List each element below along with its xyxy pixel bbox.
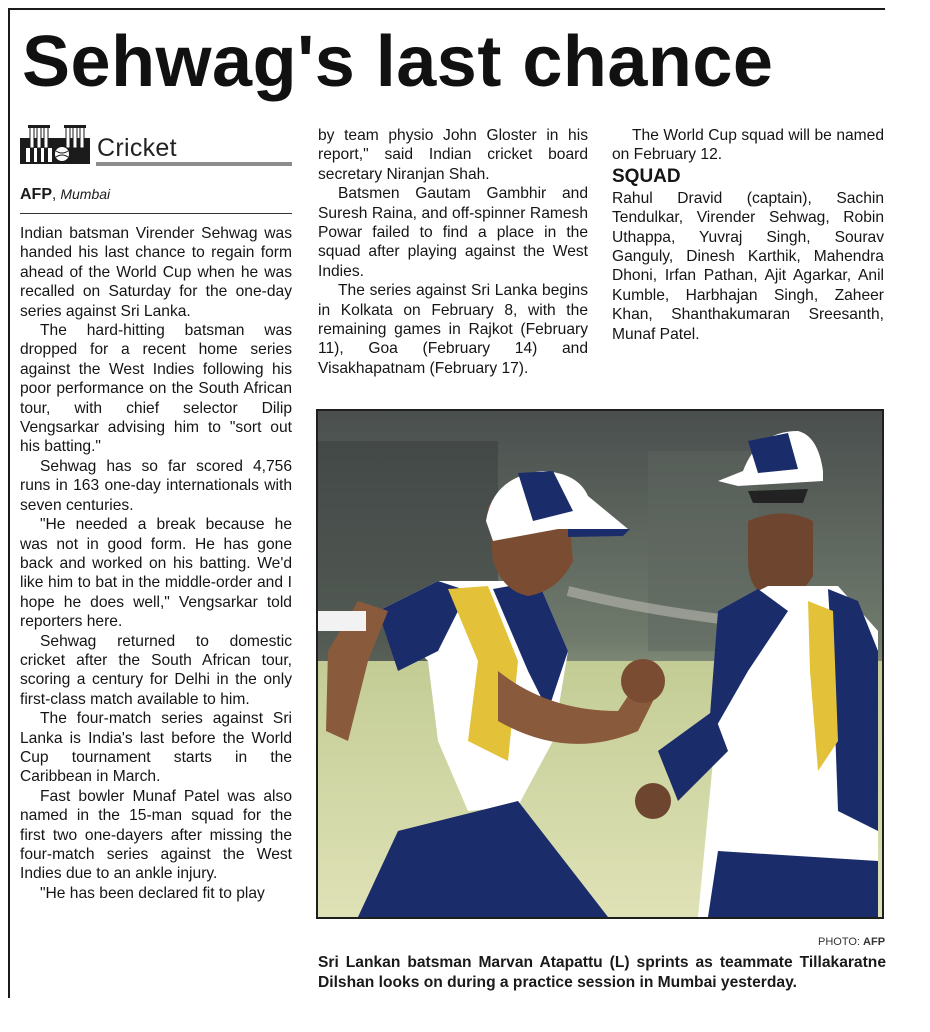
article-paragraph: The series against Sri Lanka begins in Kolkata on February 8, with the remaining games in Rajkot (February 11), Goa (February 14) and Visakhapatnam (February 17). — [318, 282, 588, 377]
headline: Sehwag's last chance — [22, 22, 774, 102]
photo-caption: Sri Lankan batsman Marvan Atapattu (L) sprints as teammate Tillakaratne Dilshan looks on during a practice session in Mumbai yesterday. — [318, 954, 886, 991]
article-paragraph: Sehwag returned to domestic cricket after the South African tour, scoring a century for Delhi in the only first-class match available to him. — [20, 632, 292, 708]
cricket-stumps-ball-icon — [20, 124, 96, 166]
article-column-3 — [612, 126, 884, 344]
squad-heading: SQUAD — [612, 165, 681, 187]
article-paragraph: Batsmen Gautam Gambhir and Suresh Raina, and off-spinner Ramesh Powar failed to find a place in the squad after playing against the West Indies. — [318, 185, 588, 280]
squad-list: Rahul Dravid (captain), Sachin Tendulkar, Virender Sehwag, Robin Uthappa, Yuvraj Singh, Sourav Ganguly, Dinesh Karthik, Mahendra Dhoni, Irfan Pathan, Ajit Agarkar, Anil Kumble, Harbhajan Singh, Zaheer Khan, Shanthakumaran Sreesanth, Munaf Patel. — [612, 189, 884, 343]
news-photo — [316, 409, 884, 919]
photo-credit-source: AFP — [863, 936, 886, 948]
cricket-practice-photo — [318, 411, 882, 917]
squad-intro: The World Cup squad will be named on February 12. — [612, 127, 884, 164]
byline-rule — [20, 213, 292, 214]
top-rule — [8, 8, 885, 10]
byline-agency: AFP — [20, 186, 52, 203]
byline: AFP, Mumbai — [20, 186, 111, 203]
article-column-1 — [20, 224, 292, 903]
photo-credit — [818, 936, 885, 948]
article-column-2 — [318, 126, 588, 378]
article-paragraph: The four-match series against Sri Lanka is India's last before the World Cup tournament starts in the Caribbean in March. — [20, 710, 292, 786]
article-paragraph: by team physio John Gloster in his report," said Indian cricket board secretary Niranjan Shah. — [318, 127, 588, 183]
left-rule — [8, 8, 10, 998]
photo-credit-prefix: PHOTO: — [818, 936, 860, 948]
byline-location: Mumbai — [60, 186, 111, 202]
article-paragraph: Sehwag has so far scored 4,756 runs in 163 one-day internationals with seven centuries. — [20, 457, 292, 514]
article-paragraph: "He has been declared fit to play — [40, 884, 265, 902]
section-underline — [96, 162, 292, 166]
section-header — [20, 124, 292, 168]
article-paragraph: Fast bowler Munaf Patel was also named in the 15-man squad for the first two one-dayers after missing the four-match series against the West Indies due to an ankle injury. — [20, 787, 292, 883]
article-paragraph: "He needed a break because he was not in good form. He has gone back and worked on his batting. We'd like him to bat in the middle-order and I hope he does well," Vengsarkar told reporters here. — [20, 516, 292, 631]
section-label: Cricket — [97, 134, 177, 162]
article-paragraph: Indian batsman Virender Sehwag was handed his last chance to regain form ahead of the World Cup when he was recalled on Saturday for the one-day series against Sri Lanka. — [20, 225, 292, 320]
article-paragraph: The hard-hitting batsman was dropped for a recent home series against the West Indies following his poor performance on the South African tour, with chief selector Dilip Vengsarkar advising him to "sort out his batting." — [20, 322, 292, 456]
